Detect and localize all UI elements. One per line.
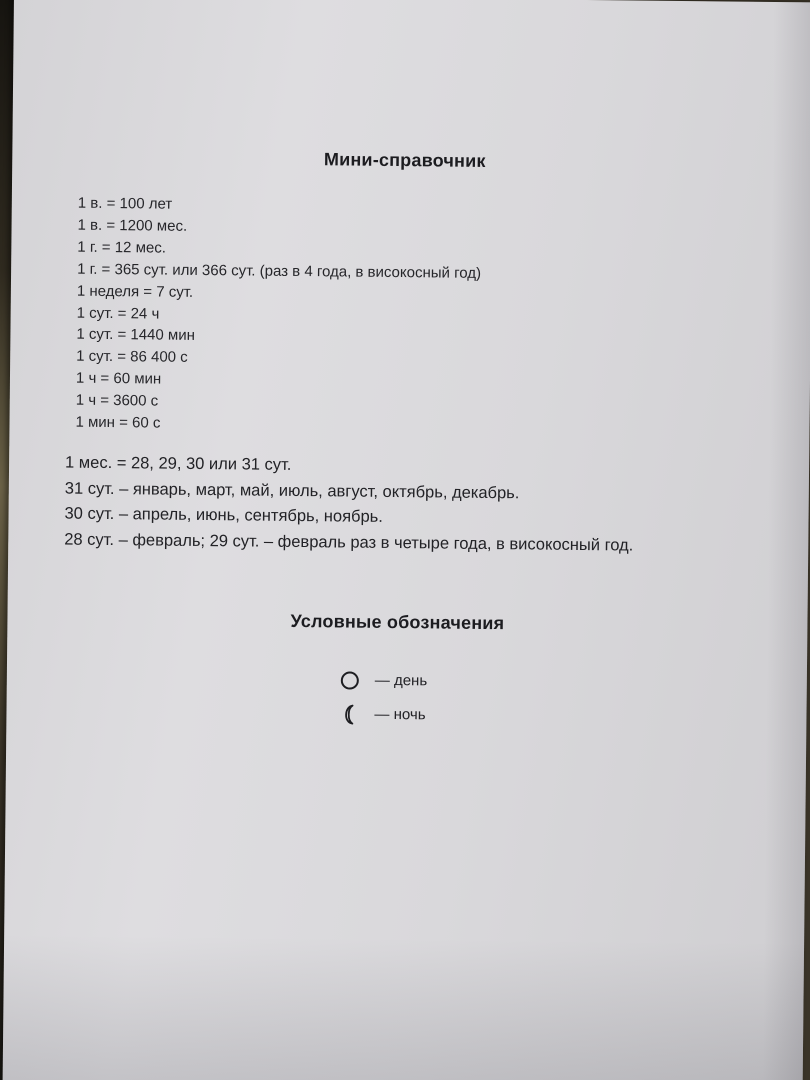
legend-item-day [339, 663, 428, 698]
book-page [2, 0, 810, 1080]
legend-label: — ночь [374, 705, 426, 724]
months-list [64, 451, 634, 559]
time-unit-item: 1 в. = 100 лет [77, 194, 173, 213]
time-unit-item: 1 г. = 365 сут. или 366 сут. (раз в 4 года, в високосный год) [77, 260, 482, 282]
time-unit-item: 1 ч = 60 мин [75, 369, 162, 388]
crescent-moon-icon [338, 703, 364, 725]
time-unit-item: 1 в. = 1200 мес. [77, 216, 188, 235]
page-title: Мини-справочник [323, 149, 486, 171]
legend-title: Условные обозначения [290, 610, 505, 634]
legend-list [338, 663, 427, 732]
month-info-item: 1 мес. = 28, 29, 30 или 31 сут. [65, 453, 292, 474]
month-info-item: 28 сут. – февраль; 29 сут. – февраль раз в четыре года, в високосный год. [64, 530, 634, 555]
legend-label: — день [374, 671, 428, 690]
time-unit-item: 1 ч = 3600 с [75, 391, 159, 410]
time-units-list [75, 193, 481, 438]
time-unit-item: 1 сут. = 1440 мин [76, 326, 196, 345]
time-unit-item: 1 неделя = 7 сут. [76, 282, 194, 301]
page-content [2, 0, 810, 1080]
month-info-item: 31 сут. – январь, март, май, июль, август, октябрь, декабрь. [64, 479, 520, 502]
time-unit-item: 1 сут. = 86 400 с [76, 348, 188, 367]
circle-icon [339, 669, 365, 691]
legend-item-night [338, 697, 427, 732]
time-unit-item: 1 г. = 12 мес. [77, 238, 167, 257]
time-unit-item: 1 мин = 60 с [75, 413, 161, 432]
time-unit-item: 1 сут. = 24 ч [76, 304, 160, 323]
month-info-item: 30 сут. – апрель, июнь, сентябрь, ноябрь. [64, 504, 383, 526]
